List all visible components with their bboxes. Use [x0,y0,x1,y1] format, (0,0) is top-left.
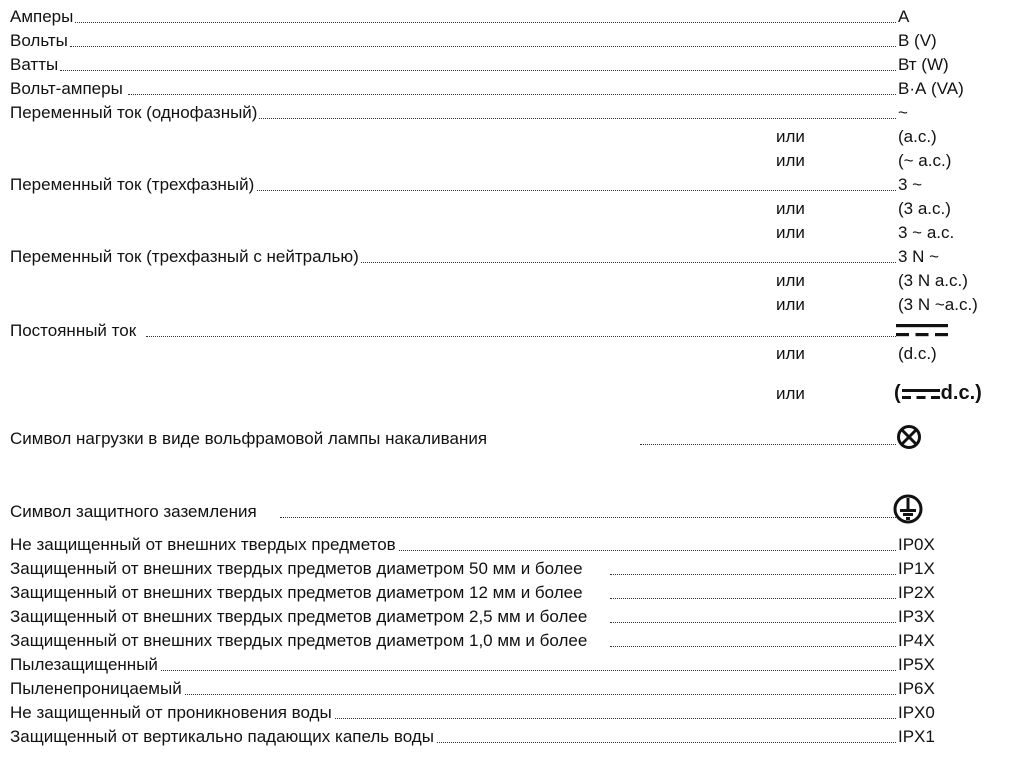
table-row [10,533,1009,557]
row-label: Переменный ток (трехфазный) [10,173,256,197]
row-value: IP5X [897,653,935,677]
leader-dots [70,22,896,23]
row-value: IP6X [897,677,935,701]
or-label: или [776,151,805,170]
row-value: (d.c.) [897,342,937,366]
row-label: Вольты [10,29,70,53]
row-value: 3 ~ a.c. [897,221,954,245]
table-row [10,5,1009,29]
table-row [10,319,1009,343]
leader-dots [70,46,896,47]
or-label: или [776,271,805,290]
leader-dots [250,190,896,191]
or-label: или [776,295,805,314]
leader-dots [146,336,896,337]
or-label: или [776,384,805,403]
row-value: (3 a.c.) [897,197,951,221]
or-label: или [776,199,805,218]
or-label: или [776,127,805,146]
row-label: Не защищенный от проникновения воды [10,701,334,725]
table-row [10,197,1009,221]
table-row [10,557,1009,581]
table-row [10,101,1009,125]
leader-dots [610,646,896,647]
leader-dots [60,70,896,71]
table-row [10,382,1009,410]
or-label: или [776,344,805,363]
leader-dots [250,118,896,119]
row-value: IP4X [897,629,935,653]
row-label: Защищенный от внешних твердых предметов диаметром 1,0 мм и более [10,629,589,653]
table-row [10,125,1009,149]
row-label: Символ защитного заземления [10,500,259,524]
row-label: Постоянный ток [10,319,138,343]
leader-dots [610,622,896,623]
row-value: IP3X [897,605,935,629]
row-label: Переменный ток (трехфазный с нейтралью) [10,245,361,269]
row-label: Не защищенный от внешних твердых предметов [10,533,398,557]
table-row [10,629,1009,653]
row-value: (a.c.) [897,125,937,149]
table-row [10,342,1009,366]
leader-dots [280,517,896,518]
table-row [10,173,1009,197]
row-value: Вт (W) [897,53,949,77]
or-label: или [776,223,805,242]
table-row [10,701,1009,725]
table-row [10,653,1009,677]
leader-dots [430,742,896,743]
row-label: Защищенный от вертикально падающих капель воды [10,725,436,749]
leader-dots [610,574,896,575]
leader-dots [150,670,896,671]
leader-dots [640,444,896,445]
row-value: (3 N ~a.c.) [897,293,978,317]
dc-symbol-label: ( d.c.) [894,382,982,404]
leader-dots [350,262,896,263]
table-row [10,53,1009,77]
table-row [10,149,1009,173]
tungsten-lamp-icon [895,423,923,451]
row-label: Символ нагрузки в виде вольфрамовой лампы накаливания [10,427,489,451]
table-row [10,29,1009,53]
leader-dots [320,718,896,719]
table-row [10,293,1009,317]
leader-dots [128,94,896,95]
row-value: IP1X [897,557,935,581]
row-value: В·А (VA) [897,77,964,101]
table-row [10,269,1009,293]
leader-dots [170,694,896,695]
row-label: Пылезащищенный [10,653,160,677]
dc-symbol-icon [902,387,940,401]
row-value: А [897,5,909,29]
table-row [10,423,1009,451]
row-value: IP2X [897,581,935,605]
row-label: Вольт-амперы [10,77,125,101]
row-value: (3 N a.c.) [897,269,968,293]
row-label: Переменный ток (однофазный) [10,101,259,125]
table-row [10,221,1009,245]
table-row [10,605,1009,629]
row-label: Защищенный от внешних твердых предметов диаметром 2,5 мм и более [10,605,589,629]
table-row [10,496,1009,524]
row-value: 3 ~ [897,173,922,197]
table-row [10,77,1009,101]
row-value: IPX1 [897,725,935,749]
table-row [10,677,1009,701]
row-value: IP0X [897,533,935,557]
row-label: Защищенный от внешних твердых предметов диаметром 12 мм и более [10,581,585,605]
row-label: Ватты [10,53,60,77]
row-label: Пыленепроницаемый [10,677,184,701]
row-value: (~ a.c.) [897,149,951,173]
table-row [10,581,1009,605]
row-label: Амперы [10,5,75,29]
leader-dots [610,598,896,599]
row-value: 3 N ~ [897,245,939,269]
row-value: IPX0 [897,701,935,725]
row-value: ~ [897,101,908,125]
table-row [10,725,1009,749]
leader-dots [350,550,896,551]
row-label: Защищенный от внешних твердых предметов диаметром 50 мм и более [10,557,585,581]
protective-earth-icon [892,493,924,525]
dc-symbol-icon [895,321,949,341]
row-value: В (V) [897,29,937,53]
table-row [10,245,1009,269]
